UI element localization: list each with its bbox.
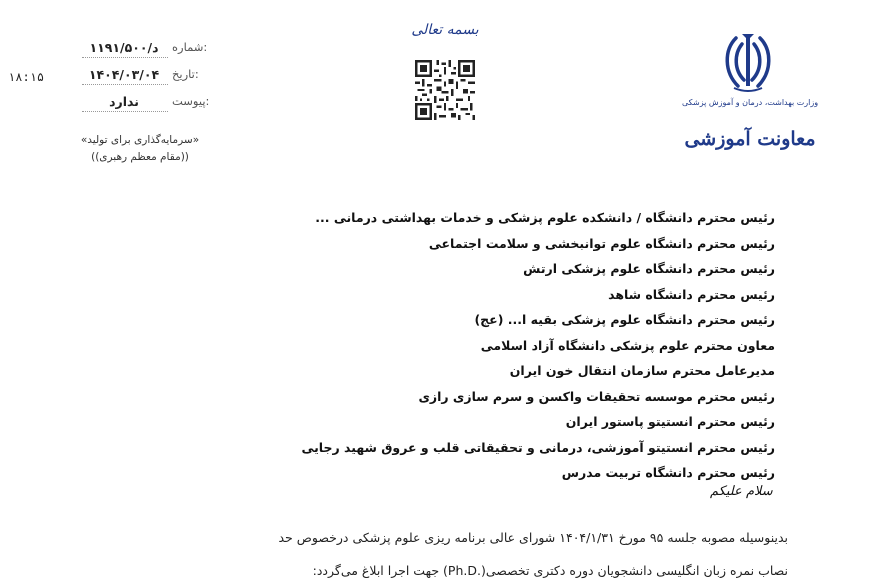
body-line-2: نصاب نمره زبان انگلیسی دانشجویان دوره دکتری تخصصی(.Ph.D) جهت اجرا ابلاغ می‌گردد: <box>312 563 788 578</box>
body-line-1: بدینوسیله مصوبه جلسه ۹۵ مورخ ۱۴۰۴/۱/۳۱ شورای عالی برنامه ریزی علوم پزشکی درخصوص حد <box>278 530 788 545</box>
addressee-item: رئیس محترم دانشگاه علوم پزشکی ارتش <box>523 261 775 276</box>
attachment-value: ندارد <box>109 94 139 109</box>
addressee-item: رئیس محترم دانشگاه علوم پزشکی بقیه ا... (عج) <box>474 312 775 327</box>
motto-line-2: ((مقام معظم رهبری)) <box>91 151 189 163</box>
addressee-list <box>300 205 775 486</box>
deputy-title: معاونت آموزشی <box>684 128 816 150</box>
attachment-row <box>80 94 220 116</box>
addressee-item: رئیس محترم دانشگاه / دانشکده علوم پزشکی و خدمات بهداشتی درمانی ... <box>315 210 775 225</box>
greeting: سلام علیکم <box>710 484 773 499</box>
addressee-item: رئیس محترم دانشگاه علوم توانبخشی و سلامت اجتماعی <box>428 235 775 251</box>
addressee-item: رئیس محترم دانشگاه شاهد <box>608 286 775 302</box>
addressee-item: رئیس محترم دانشگاه تربیت مدرس <box>561 465 775 480</box>
letter-number-row <box>80 40 220 62</box>
dotted-line <box>82 84 168 85</box>
attachment-label: پیوست: <box>172 94 210 108</box>
letter-number-value: ۱۱۹۱/۵۰۰/د <box>89 40 159 55</box>
bismillah: بسمه تعالی <box>411 22 479 38</box>
motto-line-1: «سرمایه‌گذاری برای تولید» <box>80 134 200 146</box>
qr-code-icon <box>415 60 475 120</box>
dotted-line <box>82 57 168 58</box>
ministry-name: وزارت بهداشت، درمان و آموزش پزشکی <box>681 98 819 107</box>
letter-date-row <box>80 67 220 89</box>
letter-date-value: ۱۴۰۴/۰۳/۰۴ <box>88 67 160 82</box>
letter-date-label: تاریخ: <box>172 67 199 81</box>
addressee-item: رئیس محترم انستیتو پاستور ایران <box>565 414 775 429</box>
iran-emblem-icon <box>722 32 774 94</box>
addressee-item: معاون محترم علوم پزشکی دانشگاه آزاد اسلامی <box>480 337 775 353</box>
addressee-item: مدیرعامل محترم سازمان انتقال خون ایران <box>509 363 775 378</box>
motto <box>60 132 220 166</box>
letter-number-label: شماره: <box>172 40 208 54</box>
dotted-line <box>82 111 168 112</box>
addressee-item: رئیس محترم انستیتو آموزشی، درمانی و تحقیقاتی قلب و عروق شهید رجایی <box>301 439 775 455</box>
time-stamp: ۱۸:۱۵ <box>8 70 45 84</box>
addressee-item: رئیس محترم موسسه تحقیقات واکسن و سرم سازی رازی <box>418 388 775 404</box>
